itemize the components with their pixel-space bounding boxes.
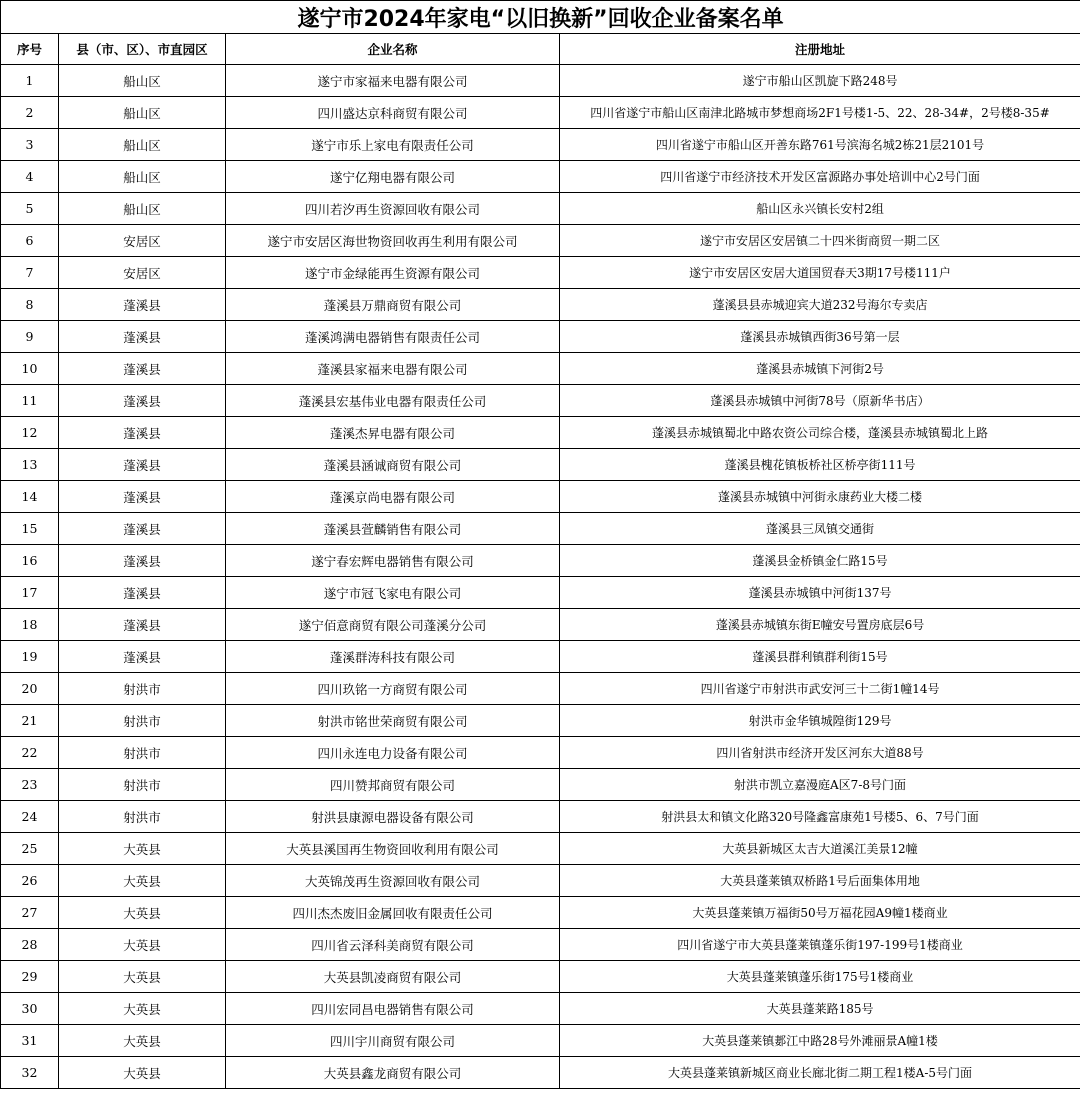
table-row: [1, 257, 1080, 289]
document-title: 遂宁市2024年家电“以旧换新”回收企业备案名单: [1, 1, 1080, 34]
table-row: [1, 449, 1080, 481]
table-row: [1, 833, 1080, 865]
header-district: 县（市、区）、市直园区: [59, 34, 226, 65]
table-row: [1, 417, 1080, 449]
cell-address: 大英县蓬莱镇新城区商业长廊北街二期工程1楼A-5号门面: [560, 1057, 1080, 1089]
cell-district: 船山区: [59, 161, 226, 193]
cell-company: 遂宁市金绿能再生资源有限公司: [226, 257, 560, 289]
cell-company: 蓬溪京尚电器有限公司: [226, 481, 560, 513]
table-row: [1, 321, 1080, 353]
cell-company: 四川赞邦商贸有限公司: [226, 769, 560, 801]
cell-no: 14: [1, 481, 59, 513]
cell-no: 30: [1, 993, 59, 1025]
cell-address: 四川省遂宁市大英县蓬莱镇蓬乐街197-199号1楼商业: [560, 929, 1080, 961]
cell-district: 蓬溪县: [59, 609, 226, 641]
cell-address: 蓬溪县群利镇群利街15号: [560, 641, 1080, 673]
cell-no: 25: [1, 833, 59, 865]
cell-address: 蓬溪县金桥镇金仁路15号: [560, 545, 1080, 577]
cell-company: 遂宁市安居区海世物资回收再生利用有限公司: [226, 225, 560, 257]
header-row: [1, 34, 1080, 65]
cell-no: 26: [1, 865, 59, 897]
cell-district: 船山区: [59, 129, 226, 161]
cell-company: 蓬溪县萱麟销售有限公司: [226, 513, 560, 545]
cell-district: 射洪市: [59, 705, 226, 737]
cell-district: 射洪市: [59, 769, 226, 801]
cell-address: 大英县蓬莱镇双桥路1号后面集体用地: [560, 865, 1080, 897]
cell-address: 射洪县太和镇文化路320号隆鑫富康苑1号楼5、6、7号门面: [560, 801, 1080, 833]
table-row: [1, 65, 1080, 97]
table-row: [1, 353, 1080, 385]
header-company: 企业名称: [226, 34, 560, 65]
cell-address: 射洪市凯立嘉漫庭A区7-8号门面: [560, 769, 1080, 801]
cell-district: 蓬溪县: [59, 481, 226, 513]
cell-no: 16: [1, 545, 59, 577]
cell-company: 四川宏同昌电器销售有限公司: [226, 993, 560, 1025]
cell-district: 大英县: [59, 1057, 226, 1089]
cell-company: 蓬溪杰昇电器有限公司: [226, 417, 560, 449]
cell-address: 大英县蓬莱路185号: [560, 993, 1080, 1025]
cell-no: 29: [1, 961, 59, 993]
table-row: [1, 737, 1080, 769]
cell-company: 四川盛达京科商贸有限公司: [226, 97, 560, 129]
cell-district: 安居区: [59, 257, 226, 289]
table-row: [1, 1057, 1080, 1089]
cell-address: 四川省遂宁市船山区开善东路761号滨海名城2栋21层2101号: [560, 129, 1080, 161]
table-row: [1, 481, 1080, 513]
cell-no: 31: [1, 1025, 59, 1057]
cell-district: 蓬溪县: [59, 641, 226, 673]
cell-company: 大英县溪国再生物资回收利用有限公司: [226, 833, 560, 865]
cell-address: 蓬溪县赤城镇蜀北中路农资公司综合楼，蓬溪县赤城镇蜀北上路: [560, 417, 1080, 449]
cell-no: 15: [1, 513, 59, 545]
table-row: [1, 225, 1080, 257]
cell-no: 20: [1, 673, 59, 705]
cell-no: 6: [1, 225, 59, 257]
cell-district: 射洪市: [59, 737, 226, 769]
table-row: [1, 897, 1080, 929]
cell-district: 大英县: [59, 897, 226, 929]
cell-company: 大英县凯凌商贸有限公司: [226, 961, 560, 993]
cell-address: 遂宁市船山区凯旋下路248号: [560, 65, 1080, 97]
cell-no: 10: [1, 353, 59, 385]
cell-no: 18: [1, 609, 59, 641]
cell-district: 安居区: [59, 225, 226, 257]
cell-address: 四川省遂宁市经济技术开发区富源路办事处培训中心2号门面: [560, 161, 1080, 193]
cell-company: 四川杰杰废旧金属回收有限责任公司: [226, 897, 560, 929]
cell-no: 32: [1, 1057, 59, 1089]
cell-district: 大英县: [59, 993, 226, 1025]
cell-district: 船山区: [59, 193, 226, 225]
cell-address: 四川省遂宁市船山区南津北路城市梦想商场2F1号楼1-5、22、28-34#，2号楼8-35#: [560, 97, 1080, 129]
table-row: [1, 993, 1080, 1025]
cell-company: 大英锦茂再生资源回收有限公司: [226, 865, 560, 897]
cell-district: 蓬溪县: [59, 577, 226, 609]
cell-address: 船山区永兴镇长安村2组: [560, 193, 1080, 225]
cell-company: 射洪县康源电器设备有限公司: [226, 801, 560, 833]
cell-address: 蓬溪县赤城镇东街E幢安号置房底层6号: [560, 609, 1080, 641]
cell-address: 蓬溪县赤城镇西街36号第一层: [560, 321, 1080, 353]
cell-company: 蓬溪鸿满电器销售有限责任公司: [226, 321, 560, 353]
cell-no: 17: [1, 577, 59, 609]
cell-company: 遂宁亿翔电器有限公司: [226, 161, 560, 193]
cell-district: 射洪市: [59, 801, 226, 833]
cell-district: 蓬溪县: [59, 289, 226, 321]
cell-address: 大英县蓬莱镇万福街50号万福花园A9幢1楼商业: [560, 897, 1080, 929]
cell-company: 遂宁春宏辉电器销售有限公司: [226, 545, 560, 577]
title-row: [1, 1, 1080, 34]
cell-address: 蓬溪县赤城镇中河街永康药业大楼二楼: [560, 481, 1080, 513]
cell-district: 蓬溪县: [59, 353, 226, 385]
cell-no: 5: [1, 193, 59, 225]
cell-company: 射洪市铭世荣商贸有限公司: [226, 705, 560, 737]
cell-address: 四川省遂宁市射洪市武安河三十二街1幢14号: [560, 673, 1080, 705]
header-address: 注册地址: [560, 34, 1080, 65]
table-row: [1, 1025, 1080, 1057]
cell-no: 12: [1, 417, 59, 449]
table-row: [1, 289, 1080, 321]
cell-no: 13: [1, 449, 59, 481]
table-row: [1, 961, 1080, 993]
cell-company: 蓬溪县宏基伟业电器有限责任公司: [226, 385, 560, 417]
cell-address: 大英县蓬莱镇郪江中路28号外滩丽景A幢1楼: [560, 1025, 1080, 1057]
table-row: [1, 97, 1080, 129]
table-row: [1, 929, 1080, 961]
cell-company: 蓬溪群涛科技有限公司: [226, 641, 560, 673]
cell-district: 船山区: [59, 65, 226, 97]
cell-no: 8: [1, 289, 59, 321]
cell-address: 蓬溪县槐花镇板桥社区桥亭街111号: [560, 449, 1080, 481]
cell-company: 四川若汐再生资源回收有限公司: [226, 193, 560, 225]
cell-company: 四川宇川商贸有限公司: [226, 1025, 560, 1057]
cell-address: 四川省射洪市经济开发区河东大道88号: [560, 737, 1080, 769]
cell-company: 遂宁市乐上家电有限责任公司: [226, 129, 560, 161]
cell-no: 28: [1, 929, 59, 961]
cell-no: 21: [1, 705, 59, 737]
cell-district: 蓬溪县: [59, 321, 226, 353]
cell-no: 19: [1, 641, 59, 673]
cell-district: 大英县: [59, 865, 226, 897]
cell-address: 蓬溪县赤城镇中河街78号（原新华书店）: [560, 385, 1080, 417]
table-row: [1, 513, 1080, 545]
cell-company: 四川省云泽科美商贸有限公司: [226, 929, 560, 961]
cell-company: 蓬溪县家福来电器有限公司: [226, 353, 560, 385]
cell-no: 2: [1, 97, 59, 129]
cell-address: 蓬溪县县赤城迎宾大道232号海尔专卖店: [560, 289, 1080, 321]
table-row: [1, 705, 1080, 737]
table-row: [1, 641, 1080, 673]
cell-district: 蓬溪县: [59, 513, 226, 545]
table-row: [1, 385, 1080, 417]
cell-company: 大英县鑫龙商贸有限公司: [226, 1057, 560, 1089]
cell-district: 蓬溪县: [59, 417, 226, 449]
table-body: [1, 65, 1080, 1089]
cell-address: 蓬溪县三凤镇交通街: [560, 513, 1080, 545]
cell-no: 7: [1, 257, 59, 289]
cell-district: 船山区: [59, 97, 226, 129]
table-row: [1, 193, 1080, 225]
cell-address: 射洪市金华镇城隍街129号: [560, 705, 1080, 737]
cell-no: 1: [1, 65, 59, 97]
cell-company: 四川永连电力设备有限公司: [226, 737, 560, 769]
table-row: [1, 769, 1080, 801]
cell-no: 23: [1, 769, 59, 801]
table-row: [1, 801, 1080, 833]
cell-address: 大英县新城区太吉大道溪江美景12幢: [560, 833, 1080, 865]
cell-district: 蓬溪县: [59, 449, 226, 481]
cell-district: 大英县: [59, 929, 226, 961]
cell-district: 大英县: [59, 1025, 226, 1057]
cell-no: 27: [1, 897, 59, 929]
cell-company: 蓬溪县涵诚商贸有限公司: [226, 449, 560, 481]
cell-address: 遂宁市安居区安居大道国贸春天3期17号楼111户: [560, 257, 1080, 289]
cell-district: 大英县: [59, 961, 226, 993]
table-row: [1, 673, 1080, 705]
cell-no: 4: [1, 161, 59, 193]
cell-company: 遂宁市家福来电器有限公司: [226, 65, 560, 97]
cell-address: 大英县蓬莱镇蓬乐街175号1楼商业: [560, 961, 1080, 993]
cell-address: 蓬溪县赤城镇下河街2号: [560, 353, 1080, 385]
cell-district: 蓬溪县: [59, 545, 226, 577]
cell-no: 3: [1, 129, 59, 161]
cell-company: 遂宁市冠飞家电有限公司: [226, 577, 560, 609]
cell-address: 蓬溪县赤城镇中河街137号: [560, 577, 1080, 609]
cell-company: 蓬溪县万鼎商贸有限公司: [226, 289, 560, 321]
cell-company: 四川玖铭一方商贸有限公司: [226, 673, 560, 705]
cell-district: 射洪市: [59, 673, 226, 705]
cell-no: 11: [1, 385, 59, 417]
table-row: [1, 577, 1080, 609]
cell-no: 24: [1, 801, 59, 833]
table-row: [1, 545, 1080, 577]
header-no: 序号: [1, 34, 59, 65]
table-row: [1, 609, 1080, 641]
table-row: [1, 865, 1080, 897]
cell-district: 大英县: [59, 833, 226, 865]
cell-district: 蓬溪县: [59, 385, 226, 417]
table-row: [1, 129, 1080, 161]
cell-address: 遂宁市安居区安居镇二十四米街商贸一期二区: [560, 225, 1080, 257]
cell-company: 遂宁佰意商贸有限公司蓬溪分公司: [226, 609, 560, 641]
cell-no: 22: [1, 737, 59, 769]
table-row: [1, 161, 1080, 193]
cell-no: 9: [1, 321, 59, 353]
